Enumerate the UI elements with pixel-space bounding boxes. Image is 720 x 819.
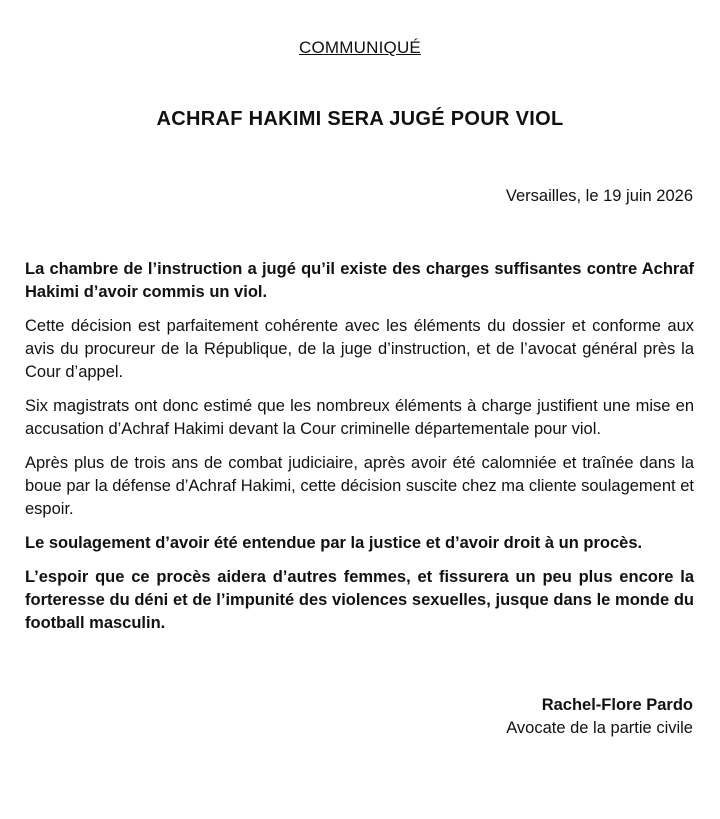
press-release-body (25, 258, 694, 646)
signatory-role: Avocate de la partie civile (506, 719, 693, 737)
page-title: ACHRAF HAKIMI SERA JUGÉ POUR VIOL (156, 108, 564, 130)
paragraph-relief: Le soulagement d’avoir été entendue par la justice et d’avoir droit à un procès. (25, 534, 643, 552)
paragraph: Cette décision est parfaitement cohérente avec les éléments du dossier et conforme aux avis du procureur de la République, de la juge d’instruction, et de l’avocat général près la Cour d’appel. (25, 317, 694, 381)
signatory-name: Rachel-Flore Pardo (541, 696, 693, 714)
paragraph: Six magistrats ont donc estimé que les nombreux éléments à charge justifient une mise en accusation d’Achraf Hakimi devant la Cour criminelle départementale pour viol. (25, 397, 694, 438)
paragraph: Après plus de trois ans de combat judiciaire, après avoir été calomniée et traînée dans la boue par la défense d’Achraf Hakimi, cette décision suscite chez ma cliente soulagement et espoir. (25, 454, 694, 518)
signature-block (506, 694, 693, 740)
place-and-date: Versailles, le 19 juin 2026 (505, 187, 693, 205)
paragraph-hope: L’espoir que ce procès aidera d’autres femmes, et fissurera un peu plus encore la forteresse du déni et de l’impunité des violences sexuelles, jusque dans le monde du football masculin. (25, 568, 694, 632)
document-type-label: COMMUNIQUÉ (299, 38, 421, 57)
paragraph-lead: La chambre de l’instruction a jugé qu’il existe des charges suffisantes contre Achraf Hakimi d’avoir commis un viol. (25, 260, 694, 301)
